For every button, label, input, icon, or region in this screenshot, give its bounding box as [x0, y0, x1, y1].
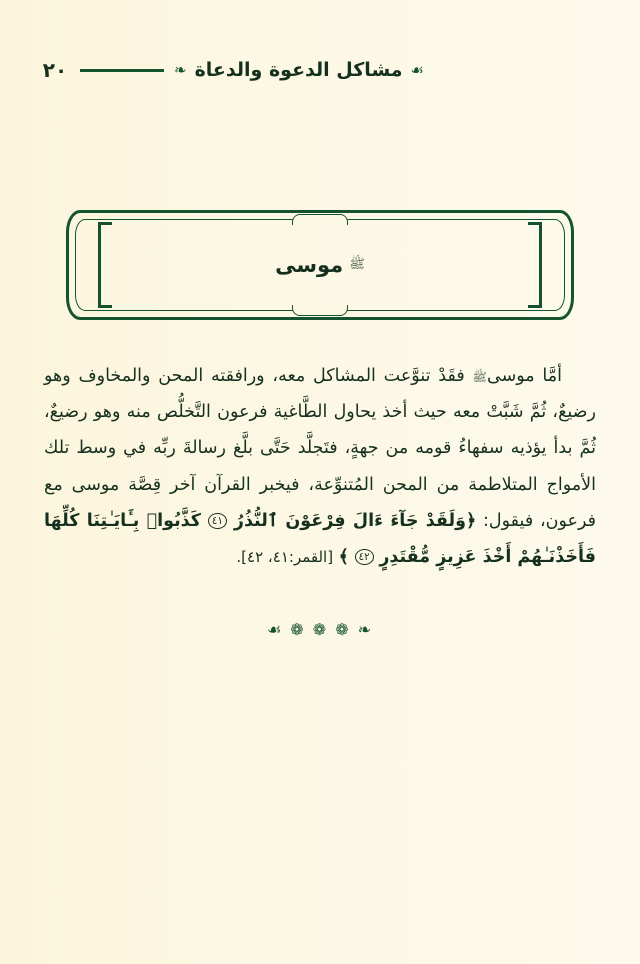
header-title-group — [174, 59, 596, 81]
section-title-cartouche — [66, 210, 574, 320]
section-honorific: ﷺ — [349, 256, 365, 272]
section-title: موسى — [275, 253, 344, 277]
quote-open-bracket: ﴿ — [465, 510, 477, 531]
paragraph-body: فقَدْ تنوَّعت المشاكل معه، ورافقته المحن والمخاوف وهو رضيعٌ، ثُمَّ شَبَّتْ معه حيث أخذ يحاول الطَّاغية فرعون التَّخلُّص منه وهو رضيعٌ، ثُمَّ بدأ يؤذيه سفهاءُ قومه من جهةٍ، فتَجلَّد حَتَّى بلَّغ رسالةَ ربِّه في وسط تلك الأمواج المتلاطمة من المحن المُتنوِّعة، فيخبر القرآن آخر قِصَّة موسى مع فرعون، فيقول: — [44, 366, 596, 531]
cartouche-text-group — [66, 210, 574, 320]
quran-quote-part-1: وَلَقَدْ جَآءَ ءَالَ فِرْعَوْنَ ٱلنُّذُرُ — [233, 510, 466, 531]
ayah-number-marker: ٤١ — [208, 513, 227, 529]
paragraph — [44, 358, 596, 575]
honorific-icon: ﷺ — [472, 370, 487, 384]
header-rule — [80, 69, 164, 72]
page-header — [40, 52, 596, 88]
paragraph-lead: أمَّا موسى — [486, 366, 563, 386]
ornament-icon-right: ❧ — [174, 60, 187, 79]
ornament-glyphs: ❧ ❁ ❁ ❁ ☙ — [266, 620, 374, 639]
bottom-ornament — [0, 620, 640, 639]
book-title: مشاكل الدعوة والدعاة — [194, 59, 403, 81]
quran-reference: [القمر:٤١، ٤٢]. — [236, 548, 334, 567]
quote-close-bracket: ﴾ — [338, 547, 349, 568]
quran-quote-part-2: كَذَّبُوا۟ بِـَٔايَـٰتِنَا كُلِّهَا فَأَخَذْنَـٰهُمْ أَخْذَ عَزِيزٍ مُّقْتَدِرٍ — [44, 510, 596, 568]
page-number: ٢٠ — [42, 58, 68, 82]
ornament-icon-left: ☙ — [410, 60, 424, 79]
ayah-number-marker: ٤٢ — [355, 549, 374, 565]
body-text — [44, 358, 596, 577]
